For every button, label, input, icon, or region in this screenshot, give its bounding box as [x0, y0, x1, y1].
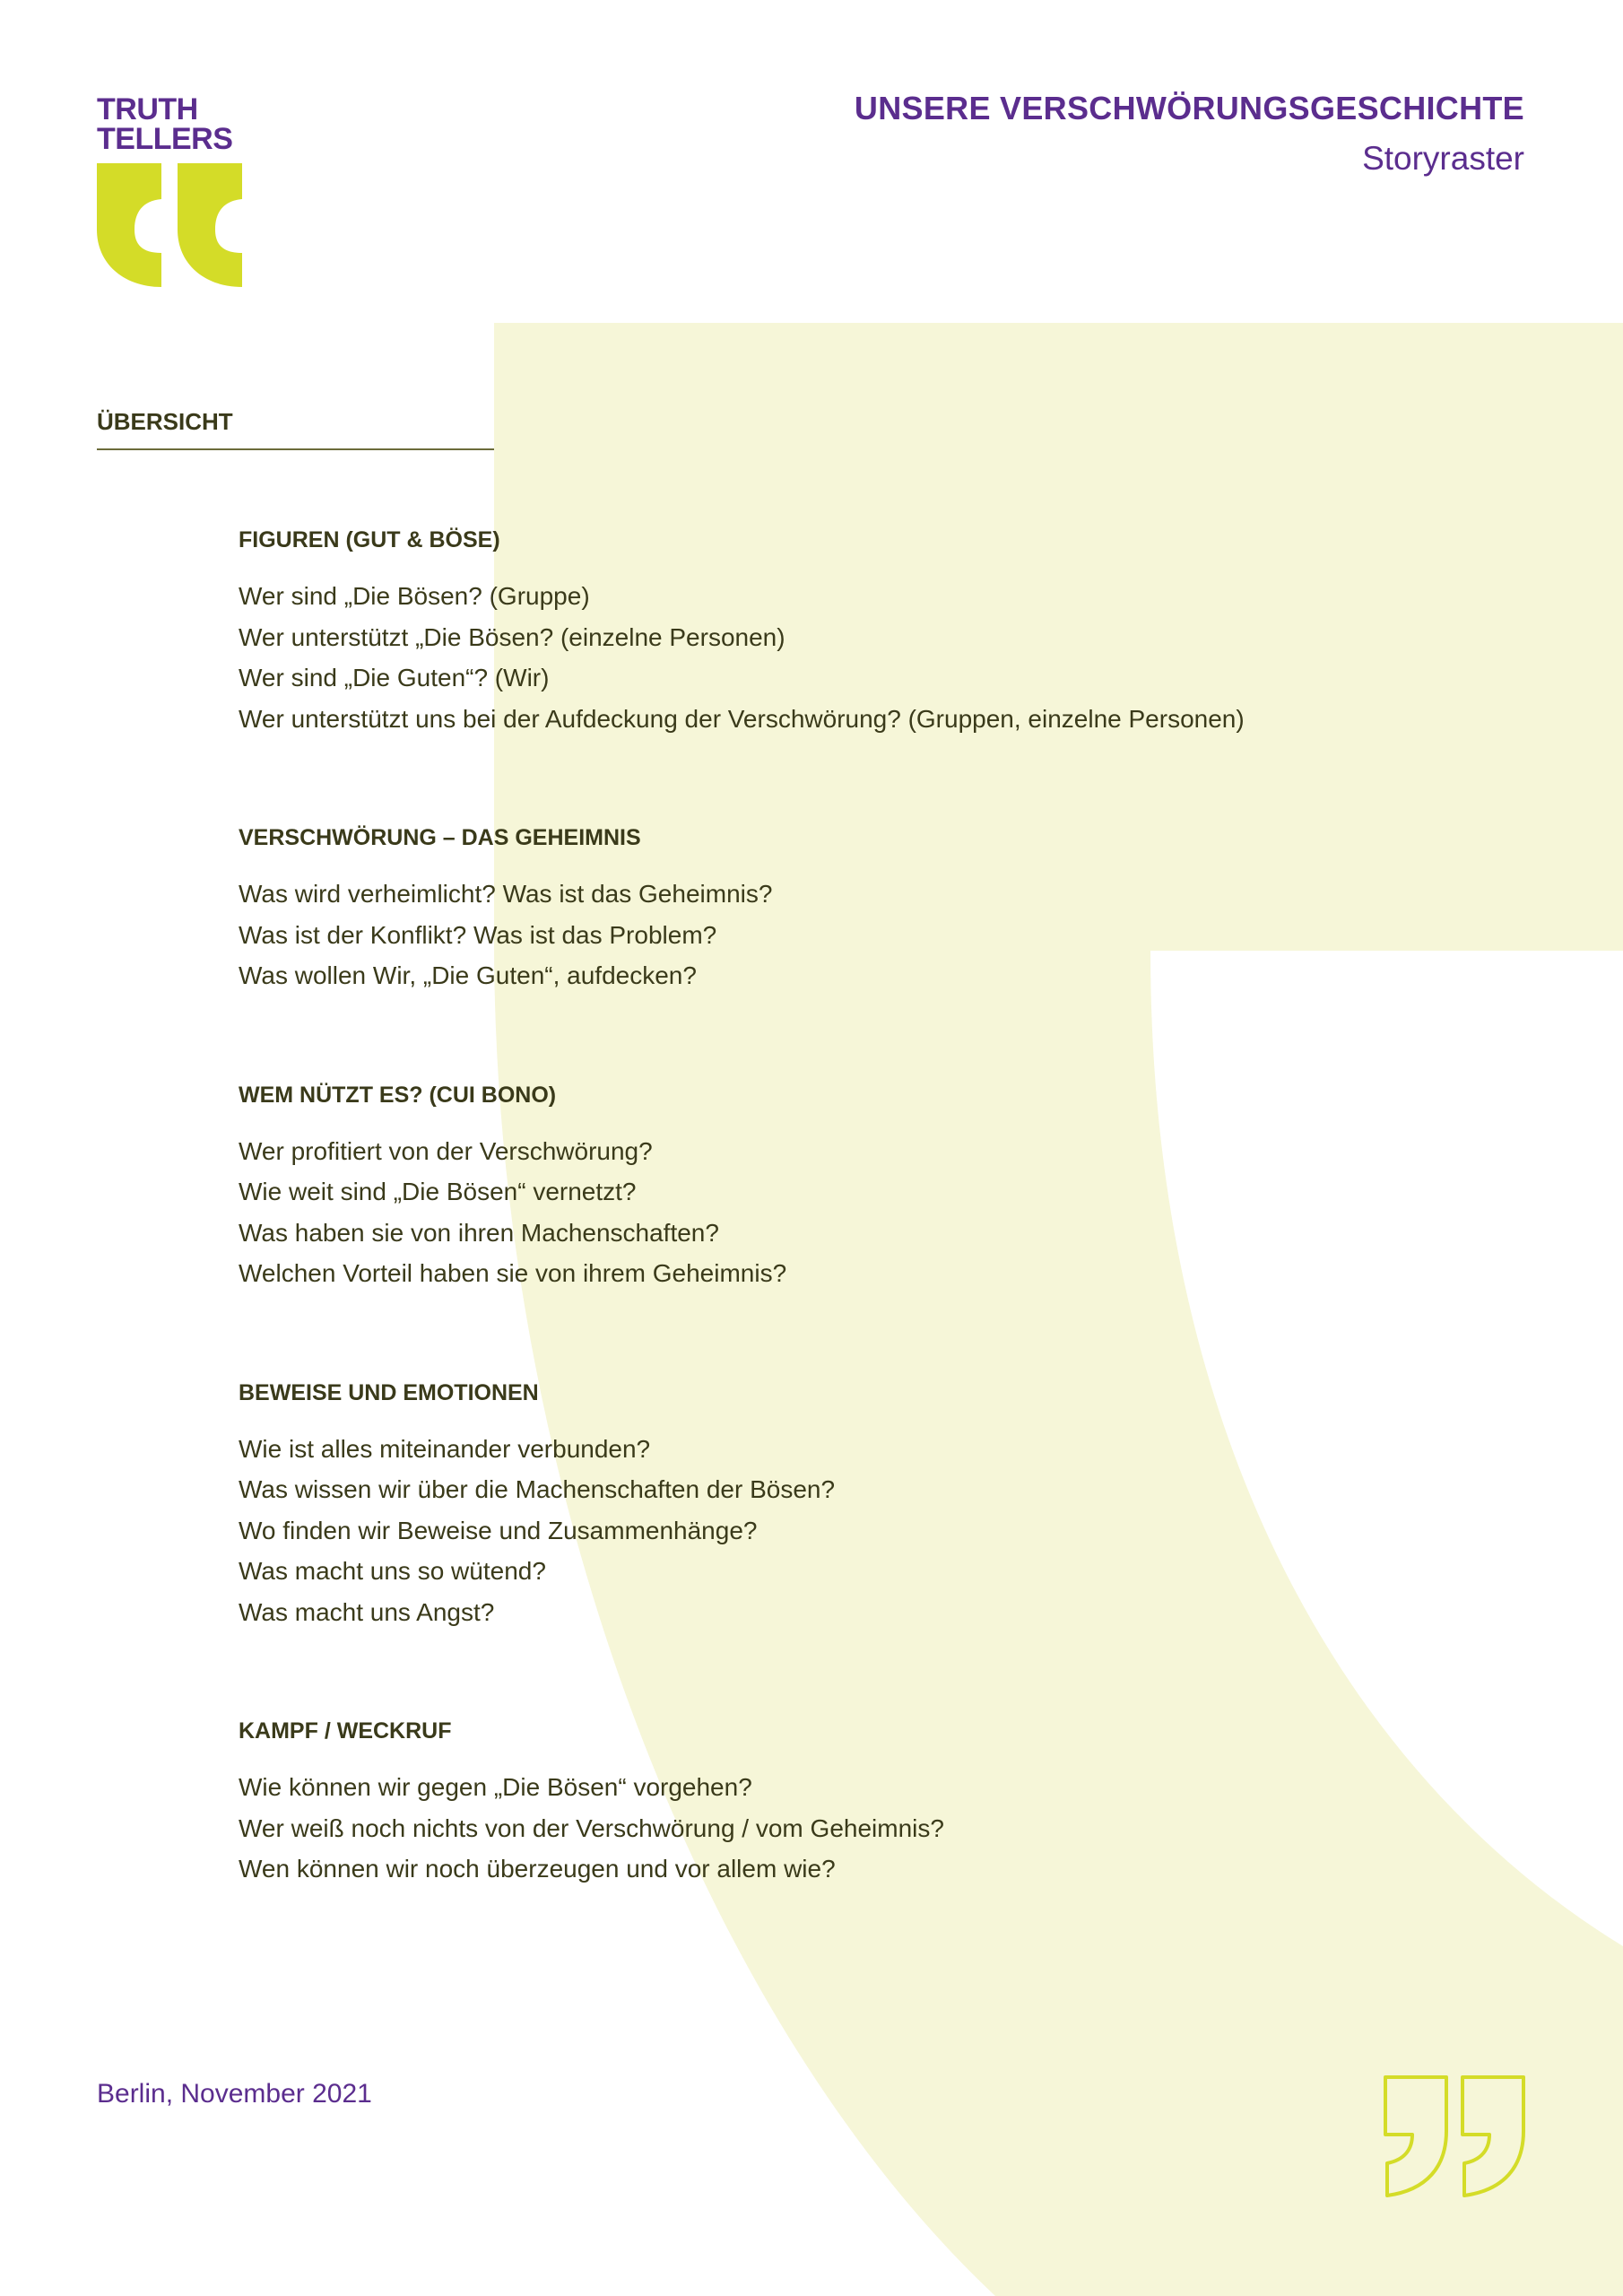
overview-label: ÜBERSICHT [97, 408, 494, 450]
question-line: Was wird verheimlicht? Was ist das Geheimnis? [239, 880, 773, 908]
question-line: Was wollen Wir, „Die Guten“, aufdecken? [239, 961, 697, 989]
question-line: Wer profitiert von der Verschwörung? [239, 1136, 653, 1165]
question-line: Wer sind „Die Guten“? (Wir) [239, 664, 550, 691]
question-line: Wen können wir noch überzeugen und vor allem wie? [239, 1855, 836, 1883]
logo-line-2: TELLERS [97, 122, 233, 156]
logo-line-1: TRUTH [97, 92, 198, 126]
closing-quote-outline-icon [1384, 2075, 1527, 2197]
question-line: Wie können wir gegen „Die Bösen“ vorgehen? [239, 1773, 752, 1801]
storyraster-sections [239, 524, 1494, 1890]
section-kampf [239, 1715, 1494, 1890]
question-line: Welchen Vorteil haben sie von ihrem Geheimnis? [239, 1259, 787, 1287]
section-beweise [239, 1377, 1494, 1633]
question-line: Was macht uns Angst? [239, 1597, 495, 1626]
document-subtitle: Storyraster [1362, 140, 1524, 177]
section-verschwoerung [239, 822, 1494, 996]
question-line: Wie weit sind „Die Bösen“ vernetzt? [239, 1178, 637, 1205]
section-heading: KAMPF / WECKRUF [239, 1718, 452, 1744]
section-heading: FIGUREN (GUT & BÖSE) [239, 527, 500, 552]
question-line: Wer weiß noch nichts von der Verschwörung / vom Geheimnis? [239, 1813, 944, 1842]
section-heading: WEM NÜTZT ES? (CUI BONO) [239, 1082, 557, 1108]
question-line: Was wissen wir über die Machenschaften der Bösen? [239, 1475, 836, 1503]
question-line: Was haben sie von ihren Machenschaften? [239, 1218, 719, 1247]
question-line: Wie ist alles miteinander verbunden? [239, 1434, 651, 1463]
question-line: Wer sind „Die Bösen? (Gruppe) [239, 582, 590, 610]
section-heading: BEWEISE UND EMOTIONEN [239, 1379, 539, 1405]
document-title: UNSERE VERSCHWÖRUNGSGESCHICHTE [854, 90, 1524, 126]
truth-tellers-logo [97, 92, 249, 287]
question-line: Wer unterstützt „Die Bösen? (einzelne Personen) [239, 622, 785, 651]
question-line: Was macht uns so wütend? [239, 1557, 546, 1585]
section-heading: VERSCHWÖRUNG – DAS GEHEIMNIS [239, 825, 641, 850]
footer-date: Berlin, November 2021 [97, 2079, 372, 2109]
opening-quote-icon [97, 163, 242, 287]
question-line: Was ist der Konflikt? Was ist das Problem? [239, 920, 717, 949]
question-line: Wer unterstützt uns bei der Aufdeckung der Verschwörung? (Gruppen, einzelne Personen) [239, 704, 1245, 733]
section-cui-bono [239, 1079, 1494, 1294]
section-figuren [239, 524, 1494, 739]
document-header [855, 90, 1524, 178]
question-line: Wo finden wir Beweise und Zusammenhänge? [239, 1516, 758, 1544]
